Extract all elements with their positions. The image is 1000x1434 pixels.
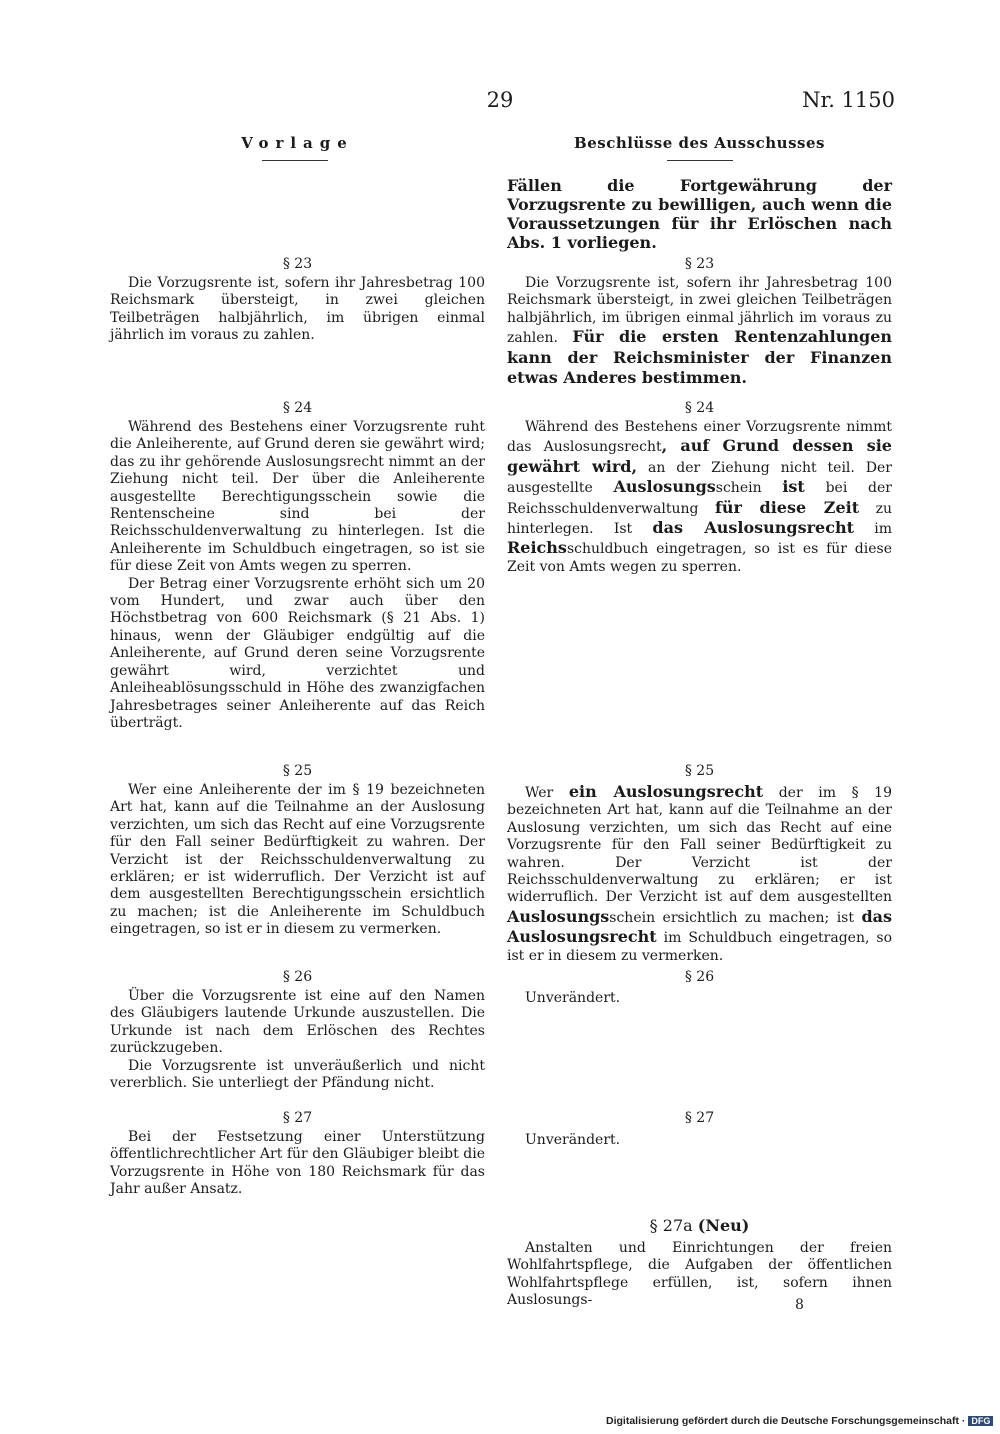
left-s23-text: Die Vorzugsrente ist, sofern ihr Jahresbetrag 100 Reichsmark übersteigt, in zwei gleichen Teilbeträgen halbjährlich, im übrigen einmal jährlich im voraus zu zahlen. [110, 275, 485, 344]
right-intro: Fällen die Fortgewährung der Vorzugsrente zu bewilligen, auch wenn die Voraussetzungen für ihr Erlöschen nach Abs. 1 vorliegen. [507, 176, 892, 252]
left-s27-heading: § 27 [282, 1110, 313, 1126]
left-title-rule [262, 160, 328, 161]
right-s26-text: Unverändert. [525, 990, 621, 1006]
left-s26-heading: § 26 [282, 969, 313, 985]
left-s24-text: Während des Bestehens einer Vorzugsrente ruht die Anleiherente, auf Grund deren sie gewährt wird; das zu ihr gehörende Auslosungsrecht nimmt an der Ziehung nicht teil. Der über die Anleiherente ausgestellte Berechtigungsschein sowie die Rentenscheine sind bei der Reichsschuldenverwaltung zu hinterlegen. Ist die Anleiherente im Schuldbuch eingetragen, so ist sie für diese Zeit von Amts wegen zu sperren. Der Betrag einer Vorzugsrente erhöht sich um 20 vom Hundert, und zwar auch über den Höchstbetrag von 600 Reichsmark (§ 21 Abs. 1) hinaus, wenn der Gläubiger endgültig auf die Anleiherente, auf Grund deren seine Vorzugsrente gewährt wird, verzichtet und Anleiheablösungsschuld in Höhe des zwanzigfachen Jahresbetrages seiner Anleiherente auf das Reich überträgt. [110, 419, 485, 731]
right-s25-heading: § 25 [684, 763, 715, 779]
right-column-title: Beschlüsse des Ausschusses [574, 134, 825, 152]
digitization-credit: Digitalisierung gefördert durch die Deutsche Forschungsgemeinschaft · DFG [606, 1415, 993, 1427]
right-s27a-text: Anstalten und Einrichtungen der freien Wohlfahrtspflege, die Aufgaben der öffentlichen Wohlfahrtspflege erfüllen, ist, sofern ihnen Auslosungs- [507, 1240, 892, 1309]
left-s25-text: Wer eine Anleiherente der im § 19 bezeichneten Art hat, kann auf die Teilnahme an der Auslosung verzichten, um sich das Recht auf eine Vorzugsrente für den Fall seiner Bedürftigkeit zu wahren. Der Verzicht ist der Reichsschuldenverwaltung zu erklären; er ist widerruflich. Der Verzicht ist auf dem ausgestellten Berechtigungsschein ersichtlich zu machen; ist die Anleiherente im Schuldbuch eingetragen, so ist er in diesem zu vermerken. [110, 782, 485, 938]
right-s27a-heading: § 27a (Neu) [649, 1216, 750, 1235]
page-signature: 8 [795, 1297, 804, 1313]
document-number: Nr. 1150 [802, 88, 895, 112]
dfg-logo: DFG [968, 1416, 993, 1426]
right-s24-text: Während des Bestehens einer Vorzugsrente nimmt das Auslosungsrecht, auf Grund dessen sie gewährt wird, an der Ziehung nicht teil. Der ausgestellte Auslosungsschein ist bei der Reichsschuldenverwaltung für diese Zeit zu hinterlegen. Ist das Auslosungsrecht im Reichsschuldbuch eingetragen, so ist es für diese Zeit von Amts wegen zu sperren. [507, 419, 892, 575]
right-s27-text: Unverändert. [525, 1132, 621, 1148]
left-s25-heading: § 25 [282, 763, 313, 779]
left-s24-heading: § 24 [282, 400, 313, 416]
right-title-rule [667, 160, 733, 161]
right-s25-text: Wer ein Auslosungsrecht der im § 19 bezeichneten Art hat, kann auf die Teilnahme an der Auslosung verzichten, um sich das Recht auf eine Vorzugsrente für den Fall seiner Bedürftigkeit zu wahren. Der Verzicht ist der Reichsschuldenverwaltung zu erklären; er ist widerruflich. Der Verzicht ist auf dem ausgestellten Auslosungsschein ersichtlich zu machen; ist das Auslosungsrecht im Schuldbuch eingetragen, so ist er in diesem zu vermerken. [507, 782, 892, 964]
page-number: 29 [486, 88, 514, 112]
left-s26-text: Über die Vorzugsrente ist eine auf den Namen des Gläubigers lautende Urkunde auszustellen. Die Urkunde ist nach dem Erlöschen des Rechtes zurückzugeben. Die Vorzugsrente ist unveräußerlich und nicht vererblich. Sie unterliegt der Pfändung nicht. [110, 988, 485, 1092]
left-s27-text: Bei der Festsetzung einer Unterstützung öffentlichrechtlicher Art für den Gläubiger bleibt die Vorzugsrente in Höhe von 180 Reichsmark für das Jahr außer Ansatz. [110, 1129, 485, 1198]
right-s23-text: Die Vorzugsrente ist, sofern ihr Jahresbetrag 100 Reichsmark übersteigt, in zwei gleichen Teilbeträgen halbjährlich, im übrigen einmal jährlich im voraus zu zahlen. Für die ersten Rentenzahlungen kann der Reichsminister der Finanzen etwas Anderes bestimmen. [507, 275, 893, 388]
right-s26-heading: § 26 [684, 969, 715, 985]
left-s23-heading: § 23 [282, 256, 313, 272]
right-s23-heading: § 23 [684, 256, 715, 272]
right-s24-heading: § 24 [684, 400, 715, 416]
right-s27-heading: § 27 [684, 1110, 715, 1126]
left-column-title: Vorlage [241, 134, 354, 152]
